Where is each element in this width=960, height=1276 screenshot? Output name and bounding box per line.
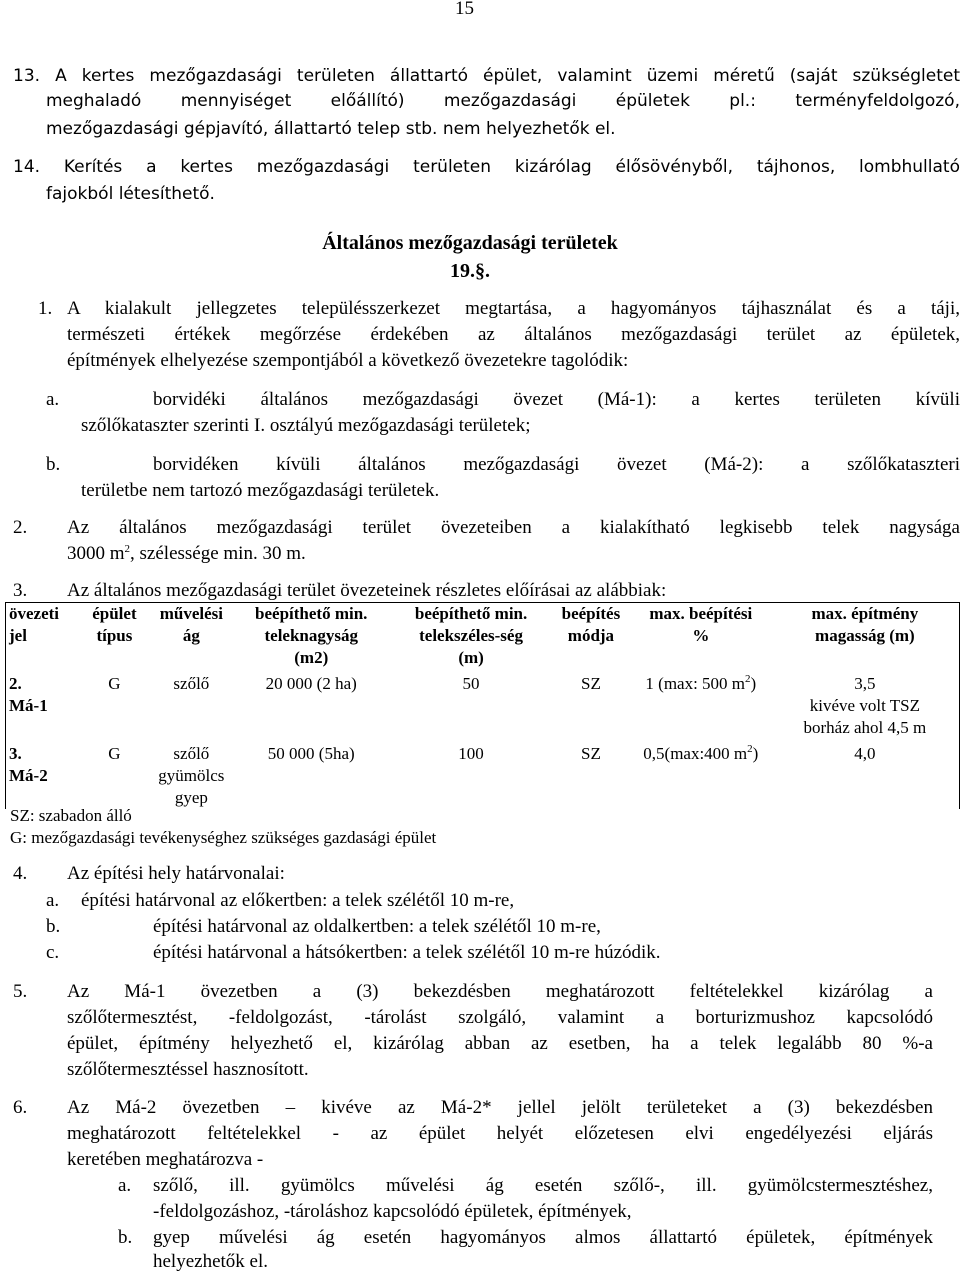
p5-line-2: szőlőtermesztést, -feldolgozást, -tárolást szolgáló, valamint a borturizmushoz kapcsolódó (67, 1007, 933, 1028)
row-culture: szőlő (173, 674, 210, 693)
row-type: G (108, 674, 121, 693)
row-mode: SZ (581, 674, 601, 693)
p13-line-3: mezőgazdasági gépjavító, állattartó telep stb. nem helyezhetők el. (46, 119, 616, 139)
p2-area-sup: 2 (124, 543, 131, 555)
p6-line-1: Az Má-2 övezetben – kivéve az Má-2* jellel jelölt területeket a (3) bekezdésben (67, 1097, 933, 1118)
p4c-text: építési határvonal a hátsókertben: a telek szélétől 10 m-re húzódik. (153, 942, 661, 963)
row-min-area: 20 000 (2 ha) (265, 674, 357, 693)
row-height: 3,5 kivéve volt TSZ borház ahol 4,5 m (771, 669, 960, 739)
p4a-text: építési határvonal az előkertben: a telek szélétől 10 m-re, (81, 890, 515, 911)
p2-line-1: Az általános mezőgazdasági terület övezeteiben a kialakítható legkisebb telek nagysága (67, 517, 960, 538)
p6b-number: b. (118, 1227, 133, 1248)
p4a-number: a. (46, 890, 60, 911)
header-max-built: max. beépítési % (631, 603, 771, 670)
p1a-line-1: borvidéki általános mezőgazdasági övezet (Má-1): a kertes területen kívüli (153, 389, 960, 410)
header-building-type: épület típus (77, 603, 151, 670)
p6-number: 6. (13, 1097, 28, 1118)
row-min-width: 50 (462, 674, 480, 693)
p14-line-1: 14. Kerítés a kertes mezőgazdasági területen kizárólag élősövényből, tájhonos, lombhullató (13, 157, 960, 177)
row-max-built: 1 (max: 500 $m^2$) (645, 673, 757, 693)
p6-line-3: keretében meghatározva - (67, 1149, 264, 1170)
header-max-height: max. építmény magasság (m) (771, 603, 960, 670)
p3-line-1: Az általános mezőgazdasági terület övezeteinek részletes előírásai az alábbiak: (67, 580, 667, 601)
page-number: 15 (455, 0, 474, 19)
p6-line-2: meghatározott feltételekkel - az épület helyét előzetesen elvi engedélyezési eljárás (67, 1123, 933, 1144)
p1a-line-2: szőlőkataszter szerinti I. osztályú mezőgazdasági területek; (81, 415, 531, 436)
row-mode: SZ (581, 744, 601, 763)
row-max-built: 0,5(max:400 $m^2$) (643, 743, 759, 763)
p4-number: 4. (13, 863, 28, 884)
p2-area: 3000 m (67, 543, 125, 564)
p5-line-4: szőlőtermesztéssel hasznosított. (67, 1059, 309, 1080)
header-build-mode: beépítés módja (551, 603, 631, 670)
p14-line-2: fajokból létesíthető. (46, 184, 215, 204)
table-row (6, 739, 960, 809)
p4-title: Az építési hely határvonalai: (67, 863, 285, 884)
p1-number: 1. (38, 298, 53, 319)
header-min-area: beépíthető min. teleknagyság (m2) (231, 603, 391, 670)
row-height: 4,0 (771, 739, 960, 809)
p4b-number: b. (46, 916, 61, 937)
p6a-line-1: szőlő, ill. gyümölcs művelési ág esetén szőlő-, ill. gyümölcstermesztéshez, (153, 1175, 933, 1196)
section-title: Általános mezőgazdasági területek (322, 232, 618, 254)
section-number: 19.§. (450, 260, 490, 282)
p2-line-2 (67, 543, 306, 565)
p4c-number: c. (46, 942, 60, 963)
p2-width: , szélessége min. 30 m. (130, 543, 306, 564)
p1a-number: a. (46, 389, 60, 410)
p3-number: 3. (13, 580, 28, 601)
row-culture: szőlő gyümölcs gyep (158, 744, 225, 807)
p6b-line-1: gyep művelési ág esetén hagyományos almos állattartó épületek, építmények (153, 1227, 933, 1248)
p6b-line-2: helyezhetők el. (153, 1251, 269, 1272)
row-zone: 2. Má-1 (6, 669, 78, 739)
p1-line-3: építmények elhelyezése szempontjából a következő övezetekre tagolódik: (67, 350, 629, 371)
header-min-width: beépíthető min. telekszéles-ség (m) (391, 603, 551, 670)
legend-sz: SZ: szabadon álló (10, 806, 132, 825)
table-row (6, 669, 960, 739)
zoning-table (5, 602, 960, 809)
p4b-text: építési határvonal az oldalkertben: a telek szélétől 10 m-re, (153, 916, 601, 937)
p1-line-1: A kialakult jellegzetes településszerkezet megtartása, a hagyományos tájhasználat és a táji, (67, 298, 960, 319)
p5-line-1: Az Má-1 övezetben a (3) bekezdésben meghatározott feltételekkel kizárólag a (67, 981, 933, 1002)
header-zone: övezeti jel (6, 603, 78, 670)
p5-number: 5. (13, 981, 28, 1002)
row-min-width: 100 (458, 744, 484, 763)
table-header-row (6, 603, 960, 670)
header-cultivation: művelési ág (151, 603, 231, 670)
p1b-line-1: borvidéken kívüli általános mezőgazdasági övezet (Má-2): a szőlőkataszteri (153, 454, 960, 475)
row-min-area: 50 000 (5ha) (267, 744, 355, 763)
p6a-line-2: -feldolgozáshoz, -tároláshoz kapcsolódó épületek, építmények, (153, 1201, 632, 1222)
p6a-number: a. (118, 1175, 132, 1196)
legend-g: G: mezőgazdasági tevékenységhez szükséges gazdasági épület (10, 828, 437, 847)
p13-line-1: 13. A kertes mezőgazdasági területen állattartó épület, valamint üzemi méretű (saját szükségletet (13, 66, 960, 86)
p13-line-2: meghaladó mennyiséget előállító) mezőgazdasági épületek pl.: terményfeldolgozó, (46, 91, 960, 111)
p1b-line-2: területbe nem tartozó mezőgazdasági területek. (81, 480, 440, 501)
p2-number: 2. (13, 517, 28, 538)
row-zone: 3. Má-2 (6, 739, 78, 809)
row-type: G (108, 744, 121, 763)
p5-line-3: épület, építmény helyezhető el, kizárólag abban az esetben, ha a telek legalább 80 %-a (67, 1033, 933, 1054)
p1-line-2: természeti értékek megőrzése érdekében az általános mezőgazdasági terület az épületek, (67, 324, 960, 345)
p1b-number: b. (46, 454, 61, 475)
